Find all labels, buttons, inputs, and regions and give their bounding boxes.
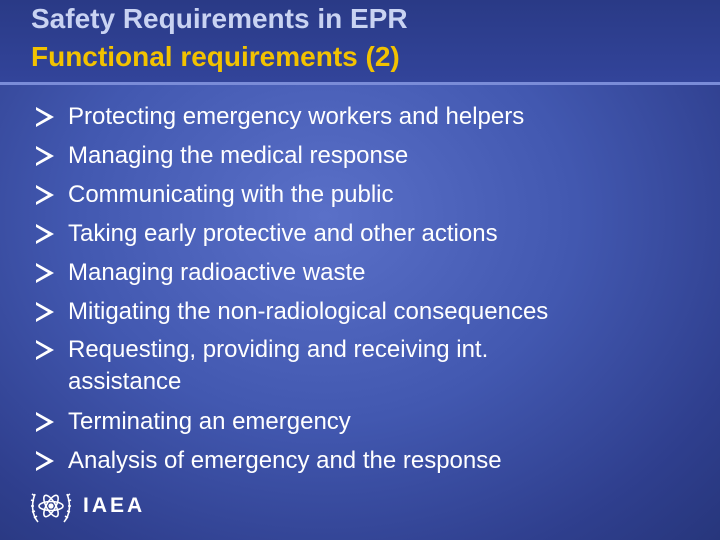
bullet-item (34, 175, 694, 214)
arrow-bullet-icon (34, 175, 68, 214)
arrow-bullet-icon (34, 441, 68, 480)
arrow-bullet-icon (34, 292, 68, 331)
bullet-text: Managing radioactive waste (68, 259, 366, 286)
bullet-item (34, 331, 694, 402)
bullet-item (34, 97, 694, 136)
bullet-item (34, 253, 694, 292)
bullet-text: Analysis of emergency and the response (68, 447, 502, 474)
bullet-item (34, 441, 694, 480)
arrow-bullet-icon (34, 334, 68, 366)
bullet-text: Communicating with the public (68, 181, 394, 208)
title-divider (0, 82, 720, 85)
arrow-bullet-icon (34, 97, 68, 136)
bullet-text: Managing the medical response (68, 142, 409, 169)
iaea-logo (29, 482, 145, 530)
bullet-item (34, 214, 694, 253)
bullet-text: Terminating an emergency (68, 408, 351, 435)
arrow-bullet-icon (34, 402, 68, 441)
slide-title: Safety Requirements in EPR (31, 3, 408, 34)
bullet-text: Mitigating the non-radiological consequences (68, 298, 549, 325)
bullet-item (34, 136, 694, 175)
logo-text: IAEA (83, 494, 146, 517)
arrow-bullet-icon (34, 214, 68, 253)
iaea-emblem-icon (29, 482, 73, 530)
bullet-text: Taking early protective and other actions (68, 220, 498, 247)
bullet-list (34, 97, 694, 480)
slide-subtitle: Functional requirements (2) (31, 41, 400, 72)
bullet-item (34, 292, 694, 331)
arrow-bullet-icon (34, 253, 68, 292)
bullet-item (34, 402, 694, 441)
bullet-text: Protecting emergency workers and helpers (68, 103, 525, 130)
arrow-bullet-icon (34, 136, 68, 175)
bullet-text: Requesting, providing and receiving int. assistance (68, 336, 489, 395)
